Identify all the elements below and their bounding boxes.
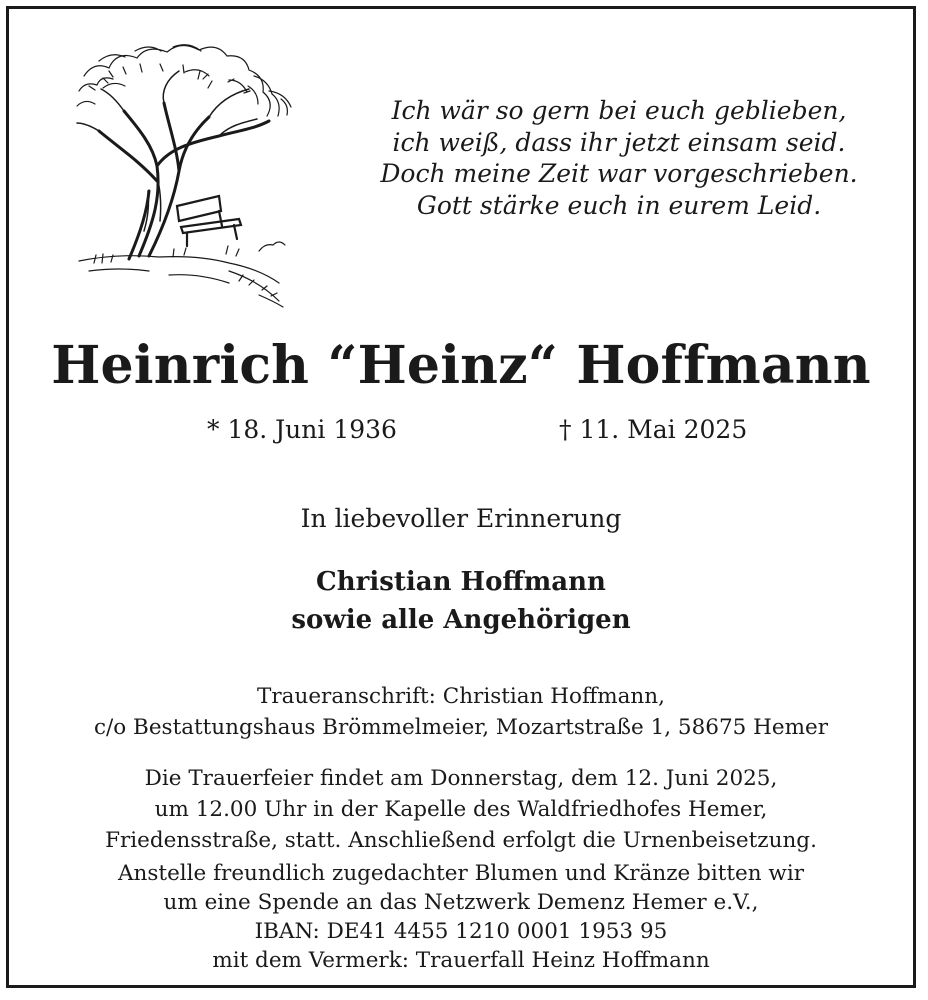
death-date: † 11. Mai 2025: [559, 415, 748, 444]
ceremony-line: um 12.00 Uhr in der Kapelle des Waldfriedhofes Hemer,: [154, 797, 768, 822]
donation-line: IBAN: DE41 4455 1210 0001 1953 95: [254, 919, 668, 944]
memory-line: In liebevoller Erinnerung: [300, 504, 622, 533]
address-line: c/o Bestattungshaus Brömmelmeier, Mozartstraße 1, 58675 Hemer: [93, 715, 829, 740]
obituary-notice: [6, 6, 916, 988]
donation-line: um eine Spende an das Netzwerk Demenz Hemer e.V.,: [163, 890, 759, 915]
donation-info: [9, 859, 913, 975]
address-line: Traueranschrift: Christian Hoffmann,: [257, 684, 665, 709]
ceremony-line: Die Trauerfeier findet am Donnerstag, dem 12. Juni 2025,: [144, 766, 778, 791]
deceased-name: Heinrich “Heinz“ Hoffmann: [51, 335, 871, 396]
poem-line: Doch meine Zeit war vorgeschrieben.: [380, 159, 858, 188]
tree-bench-illustration: [69, 31, 319, 311]
ceremony-info: [9, 763, 913, 856]
poem-line: Gott stärke euch in eurem Leid.: [416, 190, 822, 220]
ceremony-line: Friedensstraße, statt. Anschließend erfolgt die Urnenbeisetzung.: [105, 828, 817, 853]
poem-line: ich weiß, dass ihr jetzt einsam seid.: [392, 127, 846, 157]
birth-date: * 18. Juni 1936: [207, 415, 397, 444]
mourning-address: [9, 681, 913, 743]
donation-line: mit dem Vermerk: Trauerfall Heinz Hoffmann: [212, 948, 710, 973]
poem-line: Ich wär so gern bei euch geblieben,: [391, 96, 847, 125]
poem: [359, 95, 879, 221]
family-line: sowie alle Angehörigen: [291, 605, 631, 635]
family-signature: [9, 563, 913, 639]
family-line: Christian Hoffmann: [316, 567, 606, 597]
donation-line: Anstelle freundlich zugedachter Blumen und Kränze bitten wir: [118, 861, 804, 886]
